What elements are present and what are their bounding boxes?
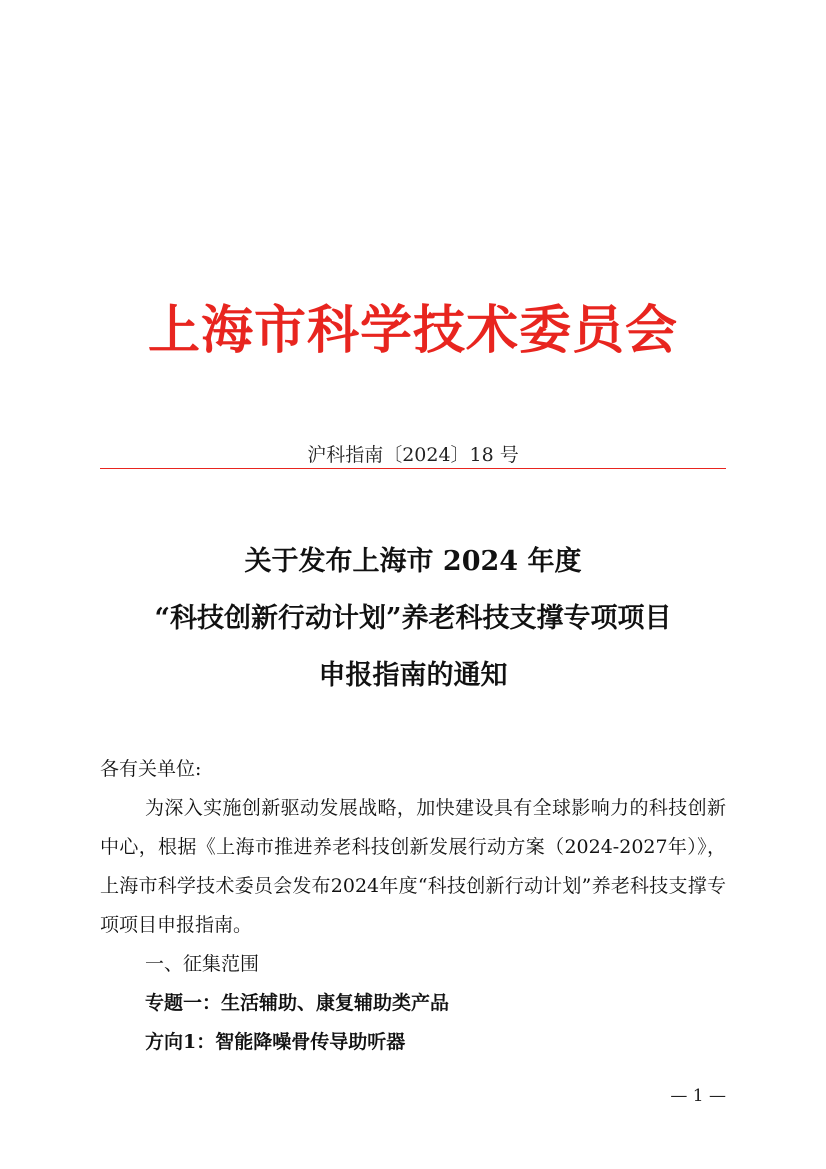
document-body: [100, 750, 726, 1062]
direction-heading: 方向1：智能降噪骨传导助听器: [145, 1031, 406, 1053]
document-number: 沪科指南〔2024〕18 号: [307, 444, 519, 466]
document-title: [0, 533, 826, 704]
title-line-2: “科技创新行动计划”养老科技支撑专项项目: [154, 603, 672, 634]
red-divider-line: [100, 468, 726, 469]
topic-heading: 专题一：生活辅助、康复辅助类产品: [145, 992, 450, 1014]
intro-paragraph: 为深入实施创新驱动发展战略，加快建设具有全球影响力的科技创新中心，根据《上海市推进养老科技创新发展行动方案（2024-2027年）》，上海市科学技术委员会发布2024年度“科技创新行动计划”养老科技支撑专项项目申报指南。: [100, 797, 726, 936]
salutation: 各有关单位:: [100, 758, 202, 780]
organization-header: 上海市科学技术委员会: [147, 300, 678, 361]
page-number: — 1 —: [670, 1086, 726, 1106]
title-line-1: 关于发布上海市 2024 年度: [244, 546, 582, 577]
title-line-3: 申报指南的通知: [318, 660, 508, 691]
section-heading: 一、征集范围: [145, 953, 260, 975]
